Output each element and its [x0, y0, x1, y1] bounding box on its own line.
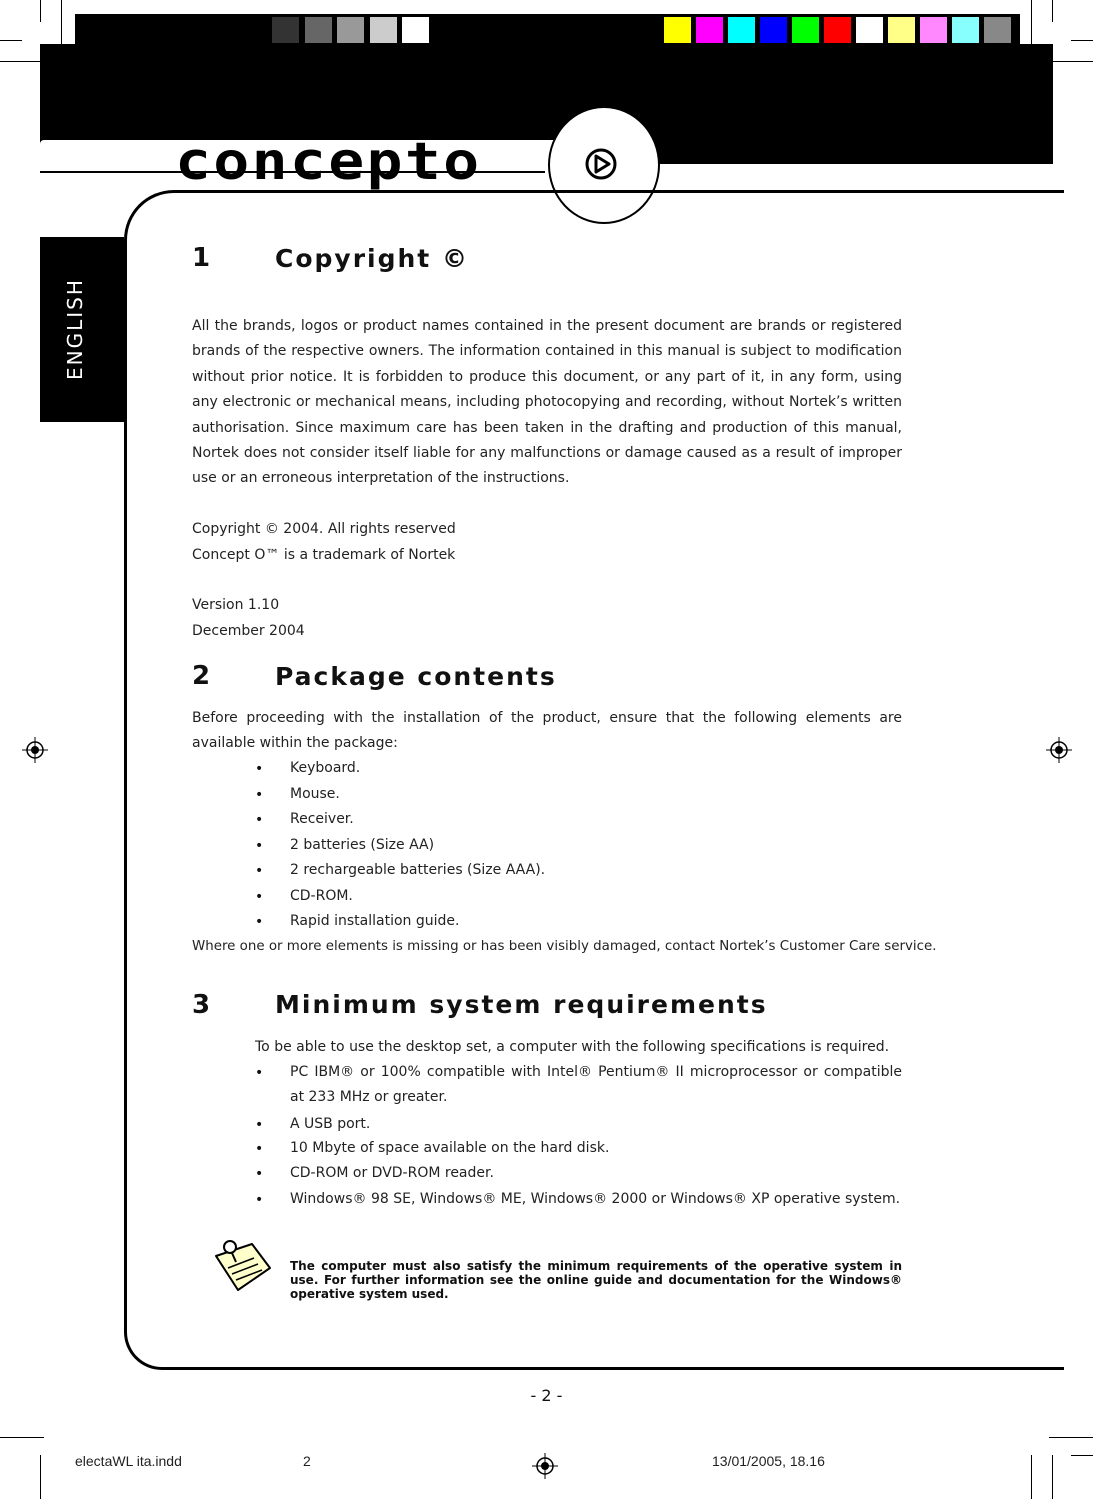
bullet-dot — [255, 812, 265, 828]
crop-mark — [40, 0, 41, 22]
rights-line: Copyright © 2004. All rights reserved — [192, 521, 456, 537]
color-swatch — [983, 16, 1012, 44]
registration-mark-icon — [532, 21, 558, 47]
copyright-paragraph: All the brands, logos or product names contained in the present document are brands or registered brands of the respective owners. The information contained in this manual is subject to modification without prior notice. It is forbidden to produce this document, or any part of it, in any form, using any electronic or mechanical means, including photocopying and recording, without Nortek’s written authorisation. Since maximum care has been taken in the drafting and production of this manual, Nortek does not consider itself liable for any malfunctions or damage caused as a result of improper use or an erroneous interpretation of the instructions. — [192, 318, 902, 487]
color-swatch — [951, 16, 980, 44]
section-title: Package contents — [275, 662, 557, 691]
list-item: CD-ROM or DVD-ROM reader. — [290, 1165, 494, 1181]
bullet-dot — [255, 761, 265, 777]
registration-mark-icon — [22, 737, 48, 763]
section-title: Minimum system requirements — [275, 990, 768, 1019]
package-outro: Where one or more elements is missing or has been visibly damaged, contact Nortek’s Customer Care service. — [192, 939, 937, 954]
color-swatch — [823, 16, 852, 44]
page-number: - 2 - — [530, 1386, 563, 1405]
gray-swatch — [401, 16, 430, 44]
bullet-dot — [255, 1117, 265, 1133]
crop-mark — [1052, 1455, 1053, 1499]
list-item: PC IBM® or 100% compatible with Intel® Pentium® II microprocessor or compatible at 233 MHz or greater. — [290, 1064, 902, 1106]
color-swatch — [855, 16, 884, 44]
list-item: 2 batteries (Size AA) — [290, 837, 435, 853]
note-text: The computer must also satisfy the minimum requirements of the operative system in use. For further information see the online guide and documentation for the Windows® operative system used. — [290, 1259, 902, 1301]
bullet-dot — [255, 889, 265, 905]
gray-swatch — [271, 16, 300, 44]
package-intro: Before proceeding with the installation of the product, ensure that the following elements are available within the package: — [192, 710, 902, 752]
color-swatch — [663, 16, 692, 44]
crop-mark — [61, 0, 62, 44]
list-item: CD-ROM. — [290, 888, 353, 904]
crop-mark — [1049, 1437, 1093, 1438]
slug-filename: electaWL ita.indd — [75, 1453, 182, 1469]
crop-mark — [1049, 61, 1093, 62]
list-item: A USB port. — [290, 1116, 371, 1132]
requirements-intro: To be able to use the desktop set, a computer with the following specifications is required. — [255, 1039, 890, 1055]
section-number: 3 — [192, 990, 211, 1020]
pinned-note-icon — [208, 1234, 276, 1294]
gray-swatch — [336, 16, 365, 44]
bullet-dot — [255, 1141, 265, 1157]
crop-mark — [1071, 1455, 1093, 1456]
crop-mark — [1031, 0, 1032, 44]
color-swatch — [791, 16, 820, 44]
gray-swatch — [369, 16, 398, 44]
crop-mark — [0, 61, 44, 62]
crop-mark — [40, 1455, 41, 1499]
trademark-line: Concept O™ is a trademark of Nortek — [192, 547, 456, 563]
bullet-dot — [255, 914, 265, 930]
list-item: Rapid installation guide. — [290, 913, 460, 929]
brand-logo: concepto — [175, 132, 482, 192]
list-item: Windows® 98 SE, Windows® ME, Windows® 2000 or Windows® XP operative system. — [290, 1191, 901, 1207]
bullet-dot — [255, 1065, 265, 1081]
play-circle-icon — [585, 148, 617, 180]
registration-mark-icon — [532, 1453, 558, 1479]
list-item: Keyboard. — [290, 760, 361, 776]
bullet-dot — [255, 838, 265, 854]
section-number: 2 — [192, 661, 211, 691]
list-item: 2 rechargeable batteries (Size AAA). — [290, 862, 546, 878]
version-line: Version 1.10 — [192, 597, 280, 613]
gray-swatch — [304, 16, 333, 44]
color-swatch — [919, 16, 948, 44]
list-item: Mouse. — [290, 786, 340, 802]
date-line: December 2004 — [192, 623, 305, 639]
crop-mark — [0, 1437, 44, 1438]
language-label: ENGLISH — [63, 278, 87, 380]
crop-mark — [1052, 0, 1053, 22]
list-item: 10 Mbyte of space available on the hard disk. — [290, 1140, 610, 1156]
list-item: Receiver. — [290, 811, 354, 827]
bullet-dot — [255, 863, 265, 879]
slug-timestamp: 13/01/2005, 18.16 — [712, 1453, 825, 1469]
bullet-dot — [255, 787, 265, 803]
bullet-dot — [255, 1166, 265, 1182]
crop-mark — [1071, 40, 1093, 41]
color-swatch — [727, 16, 756, 44]
slug-page: 2 — [303, 1453, 311, 1469]
section-title: Copyright © — [275, 244, 469, 273]
bullet-dot — [255, 1192, 265, 1208]
crop-mark — [1031, 1455, 1032, 1499]
color-swatch — [759, 16, 788, 44]
crop-mark — [0, 40, 22, 41]
section-number: 1 — [192, 243, 211, 273]
color-swatch — [695, 16, 724, 44]
color-swatch — [887, 16, 916, 44]
